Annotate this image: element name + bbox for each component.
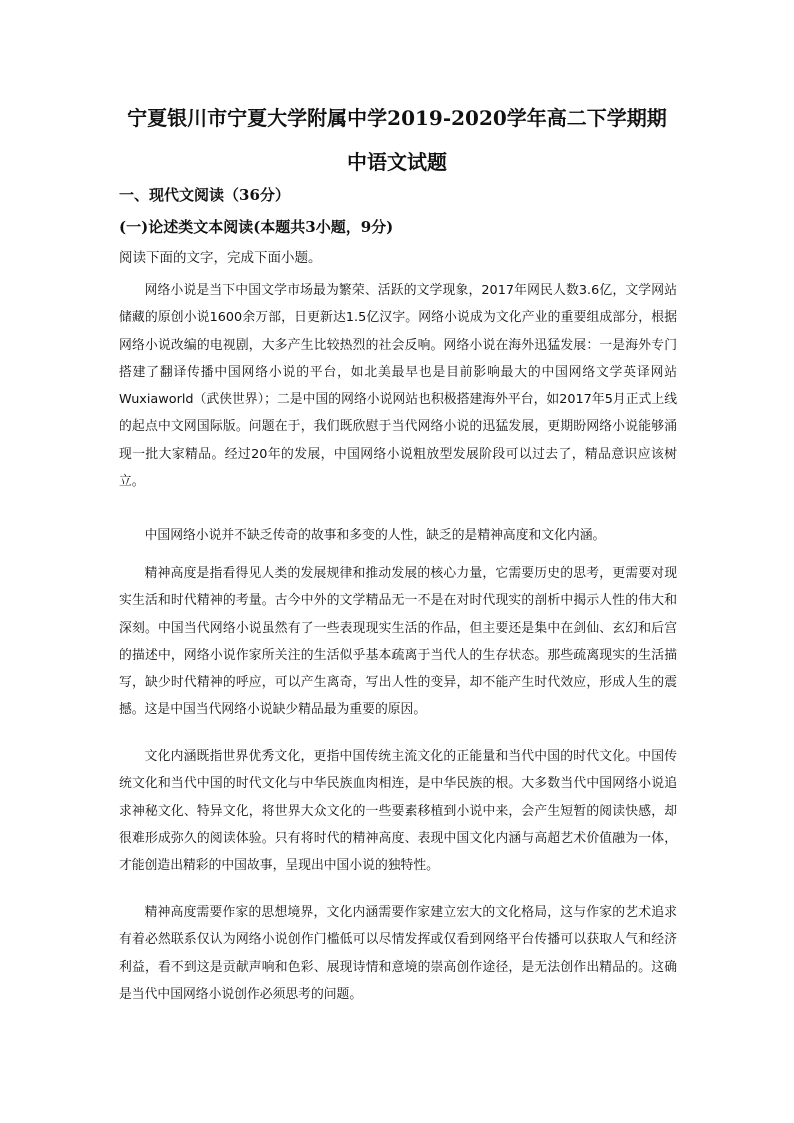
subsection-heading-argumentative-reading: (一)论述类文本阅读(本题共3小题，9分) [119, 218, 394, 236]
passage-paragraph-5: 精神高度需要作家的思想境界，文化内涵需要作家建立宏大的文化格局，这与作家的艺术追求有着必然联系仅认为网络小说创作门槛低可以尽情发挥或仅看到网络平台传播可以获取人气和经济利益，看不到这是贡献声响和色彩、展现诗情和意境的崇高创作途径，是无法创作出精品的。这确是当代中国网络小说创作必须思考的问题。 [119, 905, 677, 1002]
passage-paragraph-3: 精神高度是指看得见人类的发展规律和推动发展的核心力量，它需要历史的思考，更需要对现实生活和时代精神的考量。古今中外的文学精品无一不是在对时代现实的剖析中揭示人性的伟大和深刻。中国当代网络小说虽然有了一些表现现实生活的作品，但主要还是集中在剑仙、玄幻和后宫的描述中，网络小说作家所关注的生活似乎基本疏离于当代人的生存状态。那些疏离现实的生活描写，缺少时代精神的呼应，可以产生离奇，写出人性的变异，却不能产生时代效应，形成人生的震撼。这是中国当代网络小说缺少精品最为重要的原因。 [119, 566, 677, 718]
passage-paragraph-2: 中国网络小说并不缺乏传奇的故事和多变的人性，缺乏的是精神高度和文化内涵。 [144, 528, 606, 543]
passage-paragraph-1: 网络小说是当下中国文学市场最为繁荣、活跃的文学现象，2017年网民人数3.6亿，文学网站储藏的原创小说1600余万部，日更新达1.5亿汉字。网络小说成为文化产业的重要组成部分，根据网络小说改编的电视剧，大多产生比较热烈的社会反响。网络小说在海外迅猛发展：一是海外专门搭建了翻译传播中国网络小说的平台，如北美最早也是目前影响最大的中国网络文学英译网站Wuxiaworld（武侠世界）；二是中国的网络小说网站也积极搭建海外平台，如2017年5月正式上线的起点中文网国际版。问题在于，我们既欣慰于当代网络小说的迅猛发展，更期盼网络小说能够涌现一批大家精品。经过20年的发展，中国网络小说粗放型发展阶段可以过去了，精品意识应该树立。 [119, 283, 677, 490]
passage-paragraph-4: 文化内涵既指世界优秀文化，更指中国传统主流文化的正能量和当代中国的时代文化。中国传统文化和当代中国的时代文化与中华民族血肉相连，是中华民族的根。大多数当代中国网络小说追求神秘文化、特异文化，将世界大众文化的一些要素移植到小说中来，会产生短暂的阅读快感，却很难形成弥久的阅读体验。只有将时代的精神高度、表现中国文化内涵与高超艺术价值融为一体，才能创造出精彩的中国故事，呈现出中国小说的独特性。 [119, 749, 677, 874]
reading-instruction: 阅读下面的文字，完成下面小题。 [119, 250, 322, 266]
document-title-line-2: 中语文试题 [347, 150, 447, 174]
document-title-line-1: 宁夏银川市宁夏大学附属中学2019-2020学年高二下学期期 [127, 106, 667, 130]
section-heading-modern-reading: 一、现代文阅读（36分） [119, 186, 290, 204]
